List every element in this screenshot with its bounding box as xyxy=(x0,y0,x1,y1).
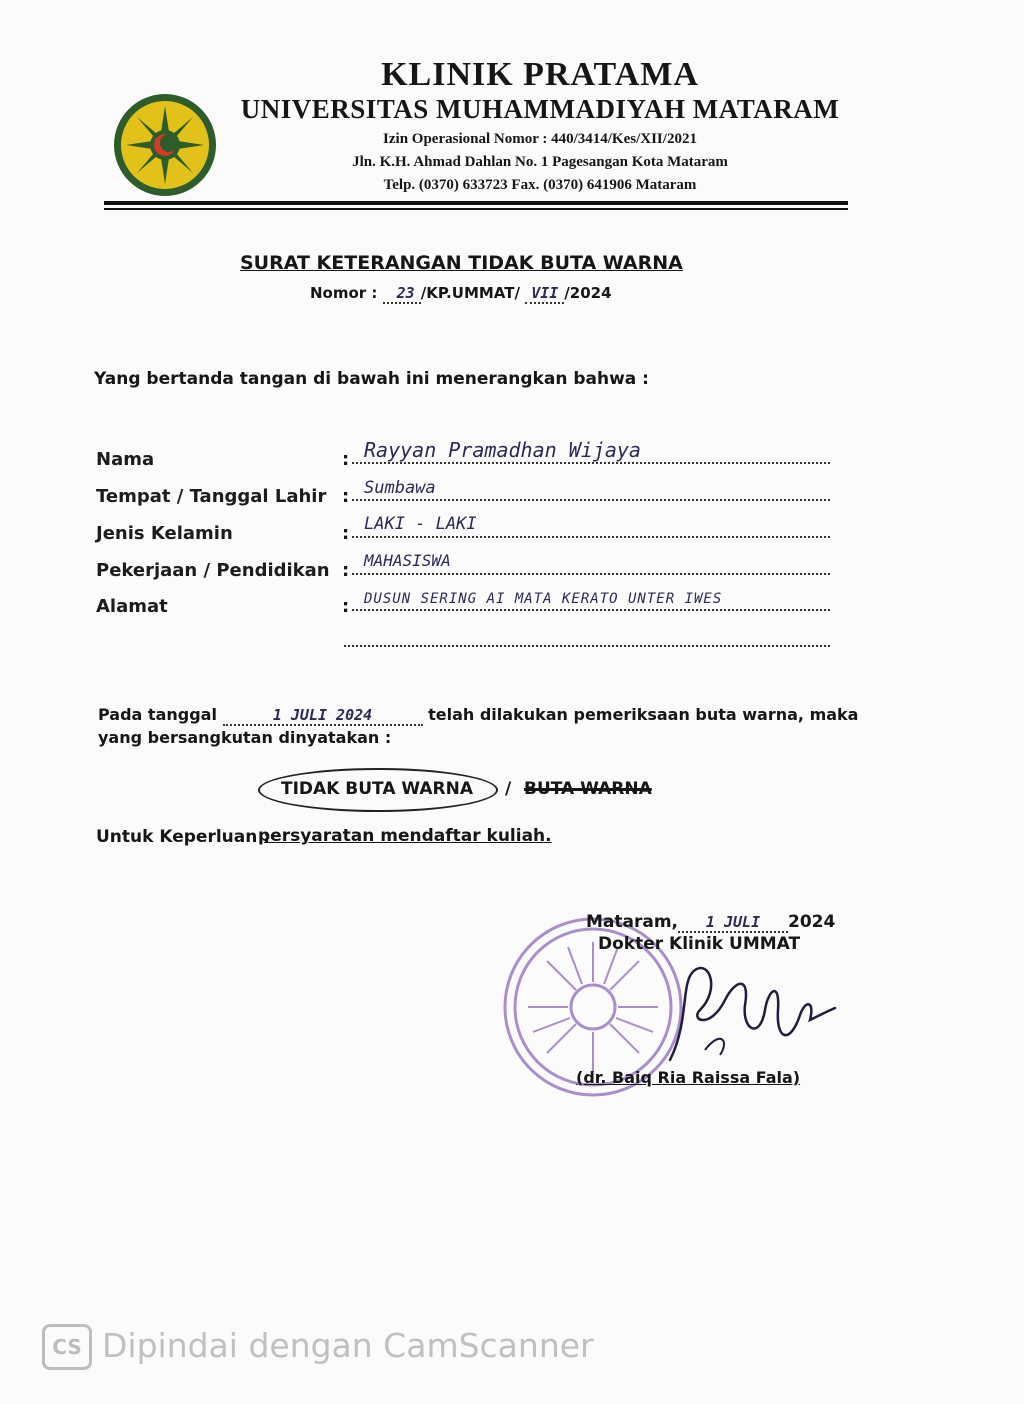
dotted-line xyxy=(352,536,830,538)
value-alamat: DUSUN SERING AI MATA KERATO UNTER IWES xyxy=(364,591,723,607)
value-nama: Rayyan Pramadhan Wijaya xyxy=(364,438,641,462)
nomor-number: 23 xyxy=(383,284,421,304)
label-jenis-kelamin: Jenis Kelamin xyxy=(96,523,233,544)
value-pekerjaan: MAHASISWA xyxy=(364,551,451,570)
license-number: Izin Operasional Nomor : 440/3414/Kes/XII/2021 xyxy=(383,131,697,147)
value-jenis-kelamin: LAKI - LAKI xyxy=(364,514,477,534)
exam-sentence-line2: yang bersangkutan dinyatakan : xyxy=(98,728,392,747)
nomor-month: VII xyxy=(525,284,564,304)
dotted-line xyxy=(352,609,830,611)
signature-place-date xyxy=(586,912,835,933)
dotted-line xyxy=(352,573,830,575)
clinic-name: KLINIK PRATAMA xyxy=(381,56,699,93)
colon: : xyxy=(342,486,350,507)
label-nama: Nama xyxy=(96,449,155,470)
label-ttl: Tempat / Tanggal Lahir xyxy=(96,486,327,507)
result-selected: TIDAK BUTA WARNA xyxy=(281,779,474,799)
signature-year: 2024 xyxy=(788,912,836,932)
header-rule-thin xyxy=(104,208,848,210)
value-ttl: Sumbawa xyxy=(364,478,436,498)
result-separator: / xyxy=(505,779,512,799)
signature-place: Mataram, xyxy=(586,912,679,932)
signer-role: Dokter Klinik UMMAT xyxy=(598,934,801,954)
clinic-phone: Telp. (0370) 633723 Fax. (0370) 641906 Mataram xyxy=(383,177,697,193)
dotted-line xyxy=(344,645,830,647)
pada-prefix: Pada tanggal xyxy=(98,705,217,724)
signature-date: 1 JULI xyxy=(678,913,788,933)
dotted-line xyxy=(352,499,830,501)
nomor-prefix: Nomor : xyxy=(310,284,378,302)
nomor-middle: /KP.UMMAT/ xyxy=(420,284,520,302)
nomor-year: /2024 xyxy=(564,284,612,302)
header-rule-thick xyxy=(104,201,848,205)
doctor-name: (dr. Baiq Ria Raissa Fala) xyxy=(576,1068,801,1087)
colon: : xyxy=(342,523,350,544)
keperluan-label: Untuk Keperluan : xyxy=(96,827,271,847)
keperluan-value: persyaratan mendaftar kuliah. xyxy=(258,826,552,846)
colon: : xyxy=(342,596,350,617)
camscanner-watermark: Dipindai dengan CamScanner xyxy=(102,1326,594,1365)
pada-suffix: telah dilakukan pemeriksaan buta warna, maka xyxy=(428,705,859,724)
intro-text: Yang bertanda tangan di bawah ini menerangkan bahwa : xyxy=(94,369,649,389)
university-name: UNIVERSITAS MUHAMMADIYAH MATARAM xyxy=(240,94,840,124)
label-alamat: Alamat xyxy=(96,596,168,617)
dotted-line xyxy=(352,462,830,464)
doctor-signature xyxy=(650,960,840,1070)
exam-sentence xyxy=(98,705,858,726)
colon: : xyxy=(342,449,350,470)
clinic-logo xyxy=(112,92,218,198)
label-pekerjaan: Pekerjaan / Pendidikan xyxy=(96,560,330,581)
exam-date: 1 JULI 2024 xyxy=(223,706,423,726)
result-struck: BUTA WARNA xyxy=(524,779,652,799)
clinic-address: Jln. K.H. Ahmad Dahlan No. 1 Pagesangan Kota Mataram xyxy=(352,154,728,170)
document-number xyxy=(310,284,612,302)
colon: : xyxy=(342,560,350,581)
document-title: SURAT KETERANGAN TIDAK BUTA WARNA xyxy=(240,252,683,274)
camscanner-logo: CS xyxy=(42,1324,92,1370)
